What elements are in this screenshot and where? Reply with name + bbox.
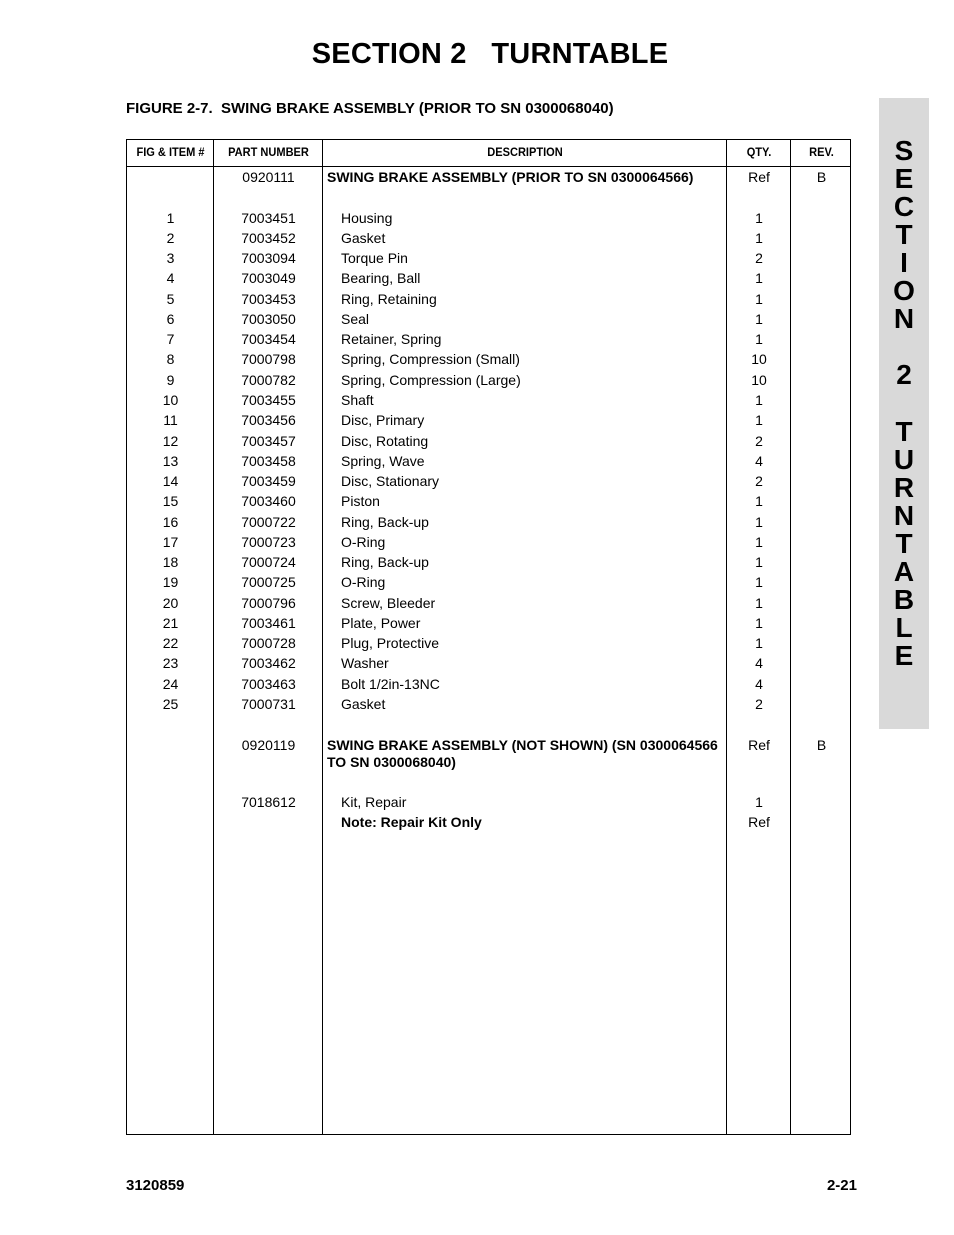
table-row: [127, 812, 850, 832]
side-tab-letter: O: [893, 275, 915, 306]
qty-cell: 1: [755, 635, 763, 651]
part-number-cell: 7018612: [241, 794, 296, 810]
rev-cell: B: [816, 737, 827, 753]
part-number-cell: 7000731: [241, 696, 296, 712]
header-rev: REV.: [809, 145, 834, 159]
side-tab-letter: N: [893, 303, 915, 334]
part-number-cell: 7003049: [241, 270, 296, 286]
item-number-cell: 17: [162, 534, 179, 550]
header-description: DESCRIPTION: [487, 145, 563, 159]
qty-cell: 1: [755, 493, 763, 509]
part-number-cell: 7003462: [241, 655, 296, 671]
description-cell: Shaft: [341, 392, 374, 408]
table-row: [127, 370, 850, 390]
table-row: [127, 735, 850, 770]
description-cell: Screw, Bleeder: [341, 595, 436, 611]
item-number-cell: 7: [166, 331, 175, 347]
item-number-cell: 12: [162, 433, 179, 449]
description-cell: Housing: [341, 210, 393, 226]
part-number-cell: 7003453: [241, 291, 296, 307]
part-number-cell: 7003094: [241, 250, 296, 266]
table-row: [127, 512, 850, 532]
description-cell: Spring, Wave: [341, 453, 425, 469]
part-number-cell: 0920119: [241, 737, 296, 753]
item-number-cell: 5: [166, 291, 175, 307]
qty-cell: 1: [755, 615, 763, 631]
table-row: [127, 613, 850, 633]
item-number-cell: 2: [166, 230, 175, 246]
side-tab-letter: S: [894, 135, 914, 166]
item-number-cell: 20: [162, 595, 179, 611]
description-cell: Gasket: [341, 696, 386, 712]
part-number-cell: 7003458: [241, 453, 296, 469]
table-row: [127, 572, 850, 592]
table-row: [127, 248, 850, 268]
side-tab-letter: T: [895, 528, 913, 559]
qty-cell: 4: [755, 676, 763, 692]
table-row: [127, 390, 850, 410]
description-cell: Ring, Retaining: [341, 291, 437, 307]
qty-cell: 1: [755, 534, 763, 550]
part-number-cell: 7003461: [241, 615, 296, 631]
side-tab-letter: R: [893, 472, 915, 503]
item-number-cell: 15: [162, 493, 179, 509]
table-row: [127, 491, 850, 511]
part-number-cell: 7000725: [241, 574, 296, 590]
qty-cell: 1: [755, 554, 763, 570]
table-row: [127, 167, 850, 187]
item-number-cell: 24: [162, 676, 179, 692]
part-number-cell: 7003463: [241, 676, 296, 692]
table-row: [127, 471, 850, 491]
description-cell: Seal: [341, 311, 370, 327]
section-title: SECTION 2 TURNTABLE: [311, 38, 669, 70]
part-number-cell: 7003456: [241, 412, 296, 428]
qty-cell: 1: [755, 311, 763, 327]
description-cell: Plug, Protective: [341, 635, 440, 651]
side-tab-letter: E: [894, 640, 914, 671]
qty-cell: 10: [751, 351, 767, 367]
description-cell: Bearing, Ball: [341, 270, 421, 286]
qty-cell: 1: [755, 595, 763, 611]
item-number-cell: 14: [162, 473, 179, 489]
part-number-cell: 7000798: [241, 351, 296, 367]
description-cell: Disc, Stationary: [341, 473, 440, 489]
qty-cell: 10: [751, 372, 767, 388]
section-side-tab: [879, 98, 929, 729]
item-number-cell: 13: [162, 453, 179, 469]
qty-cell: 2: [755, 433, 763, 449]
description-cell: Spring, Compression (Small): [341, 351, 520, 367]
qty-cell: 1: [755, 291, 763, 307]
description-cell: Note: Repair Kit Only: [341, 814, 482, 830]
qty-cell: Ref: [748, 737, 770, 753]
part-number-cell: 7000796: [241, 595, 296, 611]
figure-title: FIGURE 2-7. SWING BRAKE ASSEMBLY (PRIOR TO SN 0300068040): [126, 100, 614, 117]
qty-cell: Ref: [748, 169, 770, 185]
qty-cell: 1: [755, 270, 763, 286]
side-tab-letter: L: [895, 612, 913, 643]
side-tab-letter: E: [894, 163, 914, 194]
table-row: [127, 289, 850, 309]
side-tab-letter: T: [895, 416, 913, 447]
item-number-cell: 8: [166, 351, 175, 367]
description-cell: Bolt 1/2in-13NC: [341, 676, 440, 692]
table-row: [127, 208, 850, 228]
qty-cell: 1: [755, 412, 763, 428]
part-number-cell: 7003460: [241, 493, 296, 509]
part-number-cell: 7003050: [241, 311, 296, 327]
qty-cell: 2: [755, 473, 763, 489]
item-number-cell: 23: [162, 655, 179, 671]
table-row: [127, 653, 850, 673]
description-cell: O-Ring: [341, 534, 386, 550]
qty-cell: Ref: [748, 814, 770, 830]
header-item: FIG & ITEM #: [136, 145, 205, 159]
header-qty: QTY.: [746, 145, 772, 159]
side-tab-letter: 2: [896, 359, 912, 390]
table-row: [127, 410, 850, 430]
description-cell: Retainer, Spring: [341, 331, 442, 347]
page-number: 2-21: [826, 1177, 857, 1194]
description-cell: Disc, Primary: [341, 412, 425, 428]
part-number-cell: 7003451: [241, 210, 296, 226]
table-row: [127, 633, 850, 653]
part-number-cell: 7000782: [241, 372, 296, 388]
description-cell: Torque Pin: [341, 250, 408, 266]
description-cell: SWING BRAKE ASSEMBLY (NOT SHOWN) (SN 0300064566: [327, 737, 718, 753]
qty-cell: 1: [755, 794, 763, 810]
item-number-cell: 19: [162, 574, 179, 590]
description-cell: Disc, Rotating: [341, 433, 429, 449]
qty-cell: 1: [755, 574, 763, 590]
part-number-cell: 7003457: [241, 433, 296, 449]
description-cell: Spring, Compression (Large): [341, 372, 521, 388]
item-number-cell: 21: [162, 615, 179, 631]
part-number-cell: 7003454: [241, 331, 296, 347]
description-cell: Piston: [341, 493, 380, 509]
item-number-cell: 11: [163, 412, 178, 428]
description-cell: Ring, Back-up: [341, 554, 429, 570]
side-tab-letter: U: [893, 444, 915, 475]
qty-cell: 1: [755, 230, 763, 246]
table-row: [127, 552, 850, 572]
side-tab-letter: B: [893, 584, 915, 615]
table-row: [127, 593, 850, 613]
item-number-cell: 9: [166, 372, 175, 388]
rev-cell: B: [816, 169, 827, 185]
description-cell: Kit, Repair: [341, 794, 407, 810]
table-row: [127, 431, 850, 451]
description-cell: Ring, Back-up: [341, 514, 429, 530]
description-cell: Gasket: [341, 230, 386, 246]
side-tab-letter: N: [893, 500, 915, 531]
side-tab-letter: T: [895, 219, 913, 250]
part-number-cell: 7000728: [241, 635, 296, 651]
parts-table: [126, 139, 851, 1135]
item-number-cell: 1: [166, 210, 175, 226]
qty-cell: 1: [755, 514, 763, 530]
part-number-cell: 7003455: [241, 392, 296, 408]
table-row: [127, 532, 850, 552]
qty-cell: 2: [755, 250, 763, 266]
table-row: [127, 792, 850, 812]
description-cell: Washer: [341, 655, 389, 671]
qty-cell: 1: [755, 210, 763, 226]
header-part-number: PART NUMBER: [228, 145, 309, 159]
table-row: [127, 329, 850, 349]
description-cell: SWING BRAKE ASSEMBLY (PRIOR TO SN 0300064566): [327, 169, 694, 185]
description-cell: Plate, Power: [341, 615, 421, 631]
item-number-cell: 25: [162, 696, 179, 712]
part-number-cell: 7000724: [241, 554, 296, 570]
side-tab-letter: I: [900, 247, 908, 278]
qty-cell: 1: [755, 331, 763, 347]
table-row: [127, 309, 850, 329]
table-row: [127, 674, 850, 694]
part-number-cell: 7000722: [241, 514, 296, 530]
item-number-cell: 22: [162, 635, 179, 651]
table-row: [127, 228, 850, 248]
qty-cell: 2: [755, 696, 763, 712]
table-row: [127, 268, 850, 288]
qty-cell: 4: [755, 453, 763, 469]
description-continuation: TO SN 0300068040): [327, 754, 456, 770]
item-number-cell: 3: [166, 250, 175, 266]
side-tab-letter: A: [893, 556, 915, 587]
table-row: [127, 694, 850, 714]
item-number-cell: 16: [162, 514, 179, 530]
part-number-cell: 7003452: [241, 230, 296, 246]
qty-cell: 1: [755, 392, 763, 408]
part-number-cell: 7003459: [241, 473, 296, 489]
qty-cell: 4: [755, 655, 763, 671]
item-number-cell: 18: [162, 554, 179, 570]
part-number-cell: 0920111: [242, 169, 295, 185]
description-cell: O-Ring: [341, 574, 386, 590]
item-number-cell: 10: [162, 392, 179, 408]
table-row: [127, 451, 850, 471]
item-number-cell: 4: [166, 270, 175, 286]
part-number-cell: 7000723: [241, 534, 296, 550]
item-number-cell: 6: [166, 311, 175, 327]
table-row: [127, 349, 850, 369]
document-number: 3120859: [126, 1177, 185, 1194]
side-tab-letter: C: [893, 191, 915, 222]
